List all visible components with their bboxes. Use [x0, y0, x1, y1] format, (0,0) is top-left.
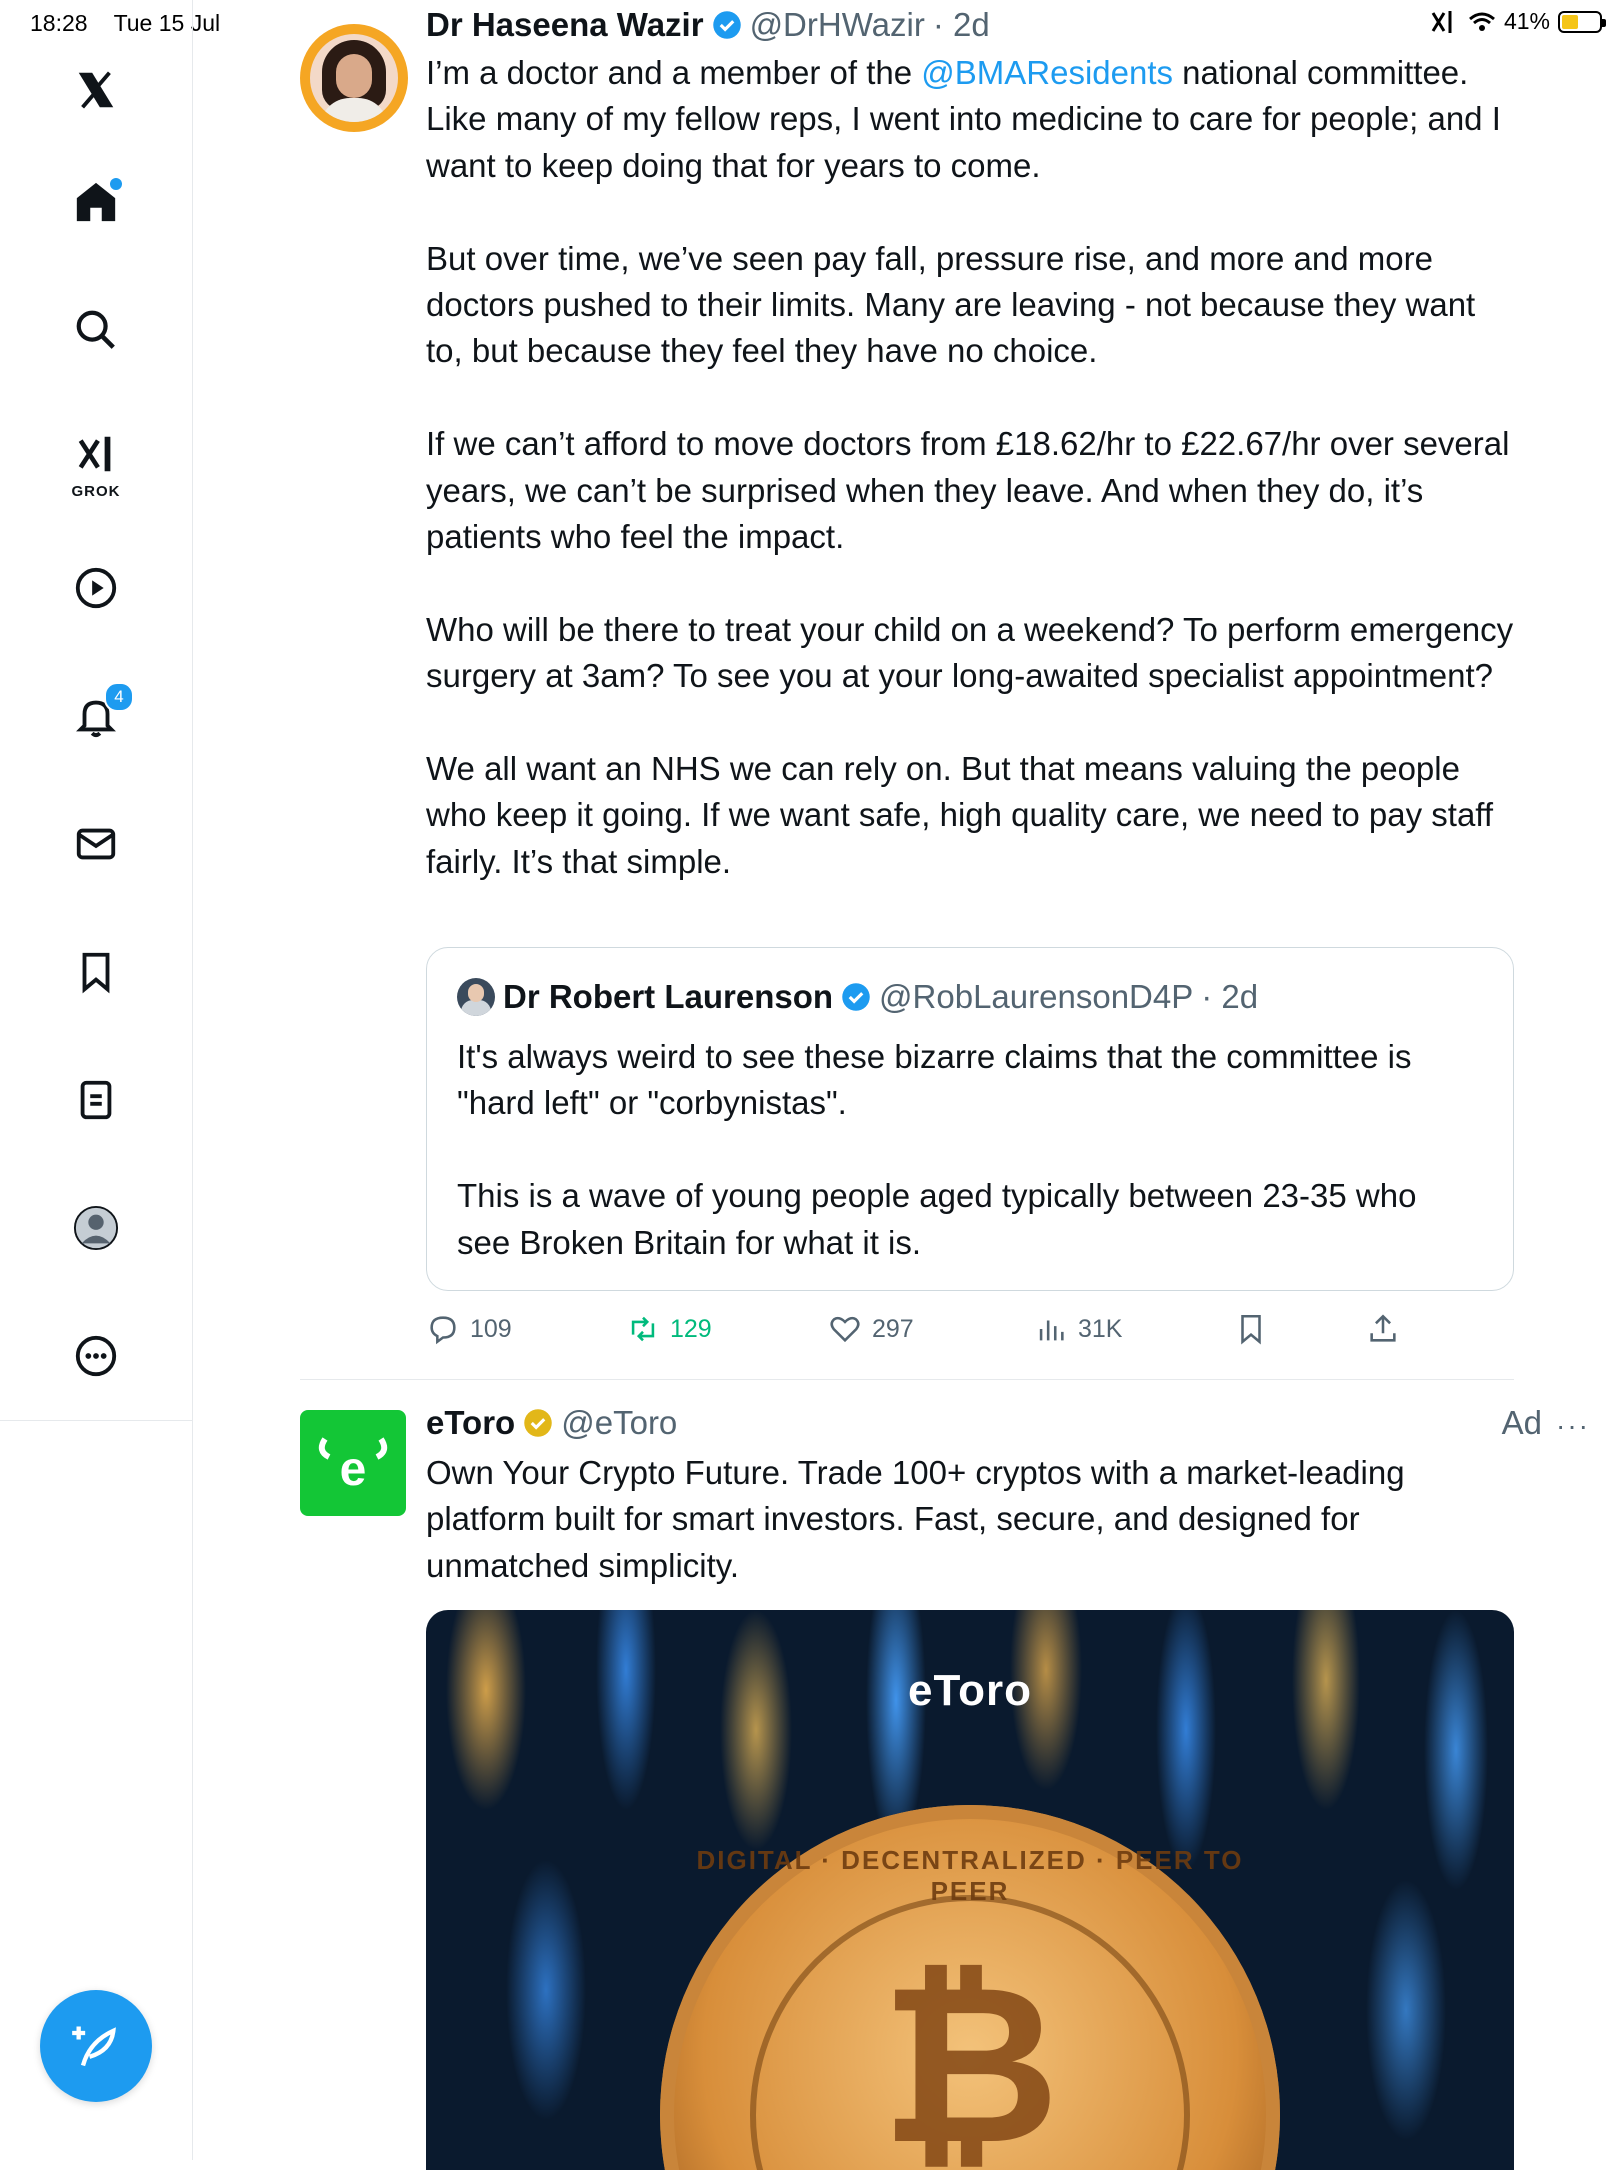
tweet-text: [426, 50, 1516, 932]
tweet-para1-end: national committee. Like many of my fellow reps, I went into medicine to care for people; and I want to keep doing that for years to come.: [426, 54, 1501, 184]
grok-icon: [73, 431, 119, 477]
status-bar-right: [1430, 8, 1602, 35]
etoro-avatar[interactable]: [300, 1410, 406, 1516]
sidebar: [0, 0, 193, 2160]
sidebar-item-home[interactable]: [62, 168, 130, 236]
quote-header: [457, 978, 1258, 1016]
bookmark-button[interactable]: [1234, 1312, 1268, 1346]
sidebar-divider: [0, 1420, 192, 1421]
ad-image[interactable]: [426, 1610, 1514, 2170]
ad-text: Own Your Crypto Future. Trade 100+ cryptos with a market-leading platform built for smart investors. Fast, secure, and designed for unmatched simplicity.: [426, 1454, 1405, 1584]
tweet-para5: We all want an NHS we can rely on. But that means valuing the people who keep it going. If we want safe, high quality care, we need to pay staff fairly. It’s that simple.: [426, 750, 1494, 880]
ad-image-brand: eToro: [908, 1666, 1032, 1715]
ad-header: [426, 1404, 677, 1442]
quote-author-avatar: [457, 978, 495, 1016]
coin-inscription: DIGITAL · DECENTRALIZED · PEER TO PEER: [696, 1845, 1244, 1906]
like-count: 297: [872, 1314, 914, 1343]
author-name[interactable]: Dr Haseena Wazir: [426, 6, 704, 43]
bitcoin-coin-image: [660, 1805, 1280, 2170]
like-button[interactable]: [828, 1312, 914, 1346]
sidebar-item-more[interactable]: [62, 1322, 130, 1390]
quote-author-name: Dr Robert Laurenson: [503, 978, 834, 1015]
tweet-para1-start: I’m a doctor and a member of the: [426, 54, 922, 91]
sidebar-item-lists[interactable]: [62, 1066, 130, 1134]
sidebar-item-search[interactable]: [62, 296, 130, 364]
mail-icon: [73, 821, 119, 867]
heart-icon: [828, 1312, 862, 1346]
view-count: 31K: [1078, 1314, 1123, 1343]
reply-button[interactable]: [426, 1312, 512, 1346]
play-circle-icon: [73, 565, 119, 611]
wifi-icon: [1468, 11, 1496, 33]
views-button[interactable]: [1034, 1312, 1122, 1346]
notification-badge: 4: [104, 682, 134, 712]
status-date: Tue 15 Jul: [113, 10, 221, 36]
ad-author-handle[interactable]: @eToro: [561, 1404, 678, 1441]
sidebar-item-bookmarks[interactable]: [62, 938, 130, 1006]
bookmark-icon: [1234, 1312, 1268, 1346]
gold-verified-badge-icon: [523, 1408, 553, 1438]
mention-link[interactable]: @BMAResidents: [921, 54, 1174, 91]
ad-more-button[interactable]: ···: [1556, 1410, 1590, 1441]
quote-para2: This is a wave of young people aged typically between 23-35 who see Broken Britain for what it is.: [457, 1177, 1417, 1261]
compose-post-button[interactable]: [40, 1990, 152, 2102]
list-icon: [73, 1077, 119, 1123]
feather-plus-icon: [70, 2020, 122, 2072]
quote-para1: It's always weird to see these bizarre claims that the committee is "hard left" or "corbynistas".: [457, 1038, 1412, 1122]
share-button[interactable]: [1366, 1312, 1400, 1346]
repost-button[interactable]: [626, 1312, 712, 1346]
repost-icon: [626, 1312, 660, 1346]
quote-text: [457, 1034, 1467, 1312]
home-notification-dot: [110, 178, 122, 190]
profile-avatar-icon: [73, 1205, 119, 1251]
reply-count: 109: [470, 1314, 512, 1343]
battery-icon: [1558, 11, 1602, 33]
battery-percent: 41%: [1503, 8, 1550, 34]
etoro-logo-icon: [313, 1423, 393, 1503]
tweet-actions: [426, 1312, 1516, 1360]
sidebar-item-profile[interactable]: [62, 1194, 130, 1262]
grok-status-icon: [1430, 9, 1460, 35]
tweet-divider: [300, 1379, 1514, 1380]
reply-icon: [426, 1312, 460, 1346]
tweet-para2: But over time, we’ve seen pay fall, pressure rise, and more and more doctors pushed to their limits. Many are leaving - not because they want to, but because they feel they have no choice.: [426, 239, 1476, 370]
verified-badge-icon: [841, 982, 871, 1012]
sidebar-item-grok[interactable]: [62, 424, 130, 498]
sidebar-item-video[interactable]: [62, 554, 130, 622]
author-handle[interactable]: @DrHWazir: [749, 6, 925, 43]
quote-author-handle: @RobLaurensonD4P: [879, 978, 1194, 1015]
quote-time: · 2d: [1201, 978, 1259, 1015]
tweet-para4: Who will be there to treat your child on a weekend? To perform emergency surgery at 3am? To see you at your long-awaited specialist appointment?: [426, 610, 1514, 695]
views-chart-icon: [1034, 1312, 1068, 1346]
more-circle-icon: [73, 1333, 119, 1379]
share-icon: [1366, 1312, 1400, 1346]
author-avatar[interactable]: [300, 24, 408, 132]
svg-text:e: e: [339, 1443, 367, 1496]
tweet-header: [426, 6, 990, 44]
sidebar-item-notifications[interactable]: [62, 682, 130, 750]
search-icon: [73, 307, 119, 353]
repost-count: 129: [670, 1314, 712, 1343]
bookmark-icon: [73, 949, 119, 995]
verified-badge-icon: [712, 10, 742, 40]
tweet-para3: If we can’t afford to move doctors from £18.62/hr to £22.67/hr over several years, we can’t be surprised when they leave. And when they do, it’s patients who feel the impact.: [426, 425, 1510, 556]
ad-label: Ad: [1501, 1404, 1542, 1441]
bitcoin-symbol: ₿: [880, 1942, 1060, 2170]
status-time: 18:28: [30, 10, 88, 36]
quoted-tweet[interactable]: [426, 947, 1514, 1291]
tweet-time[interactable]: · 2d: [932, 6, 990, 43]
grok-label: GROK: [71, 483, 121, 500]
sidebar-item-messages[interactable]: [62, 810, 130, 878]
x-logo-icon[interactable]: [62, 56, 130, 124]
ad-author-name[interactable]: eToro: [426, 1404, 516, 1441]
